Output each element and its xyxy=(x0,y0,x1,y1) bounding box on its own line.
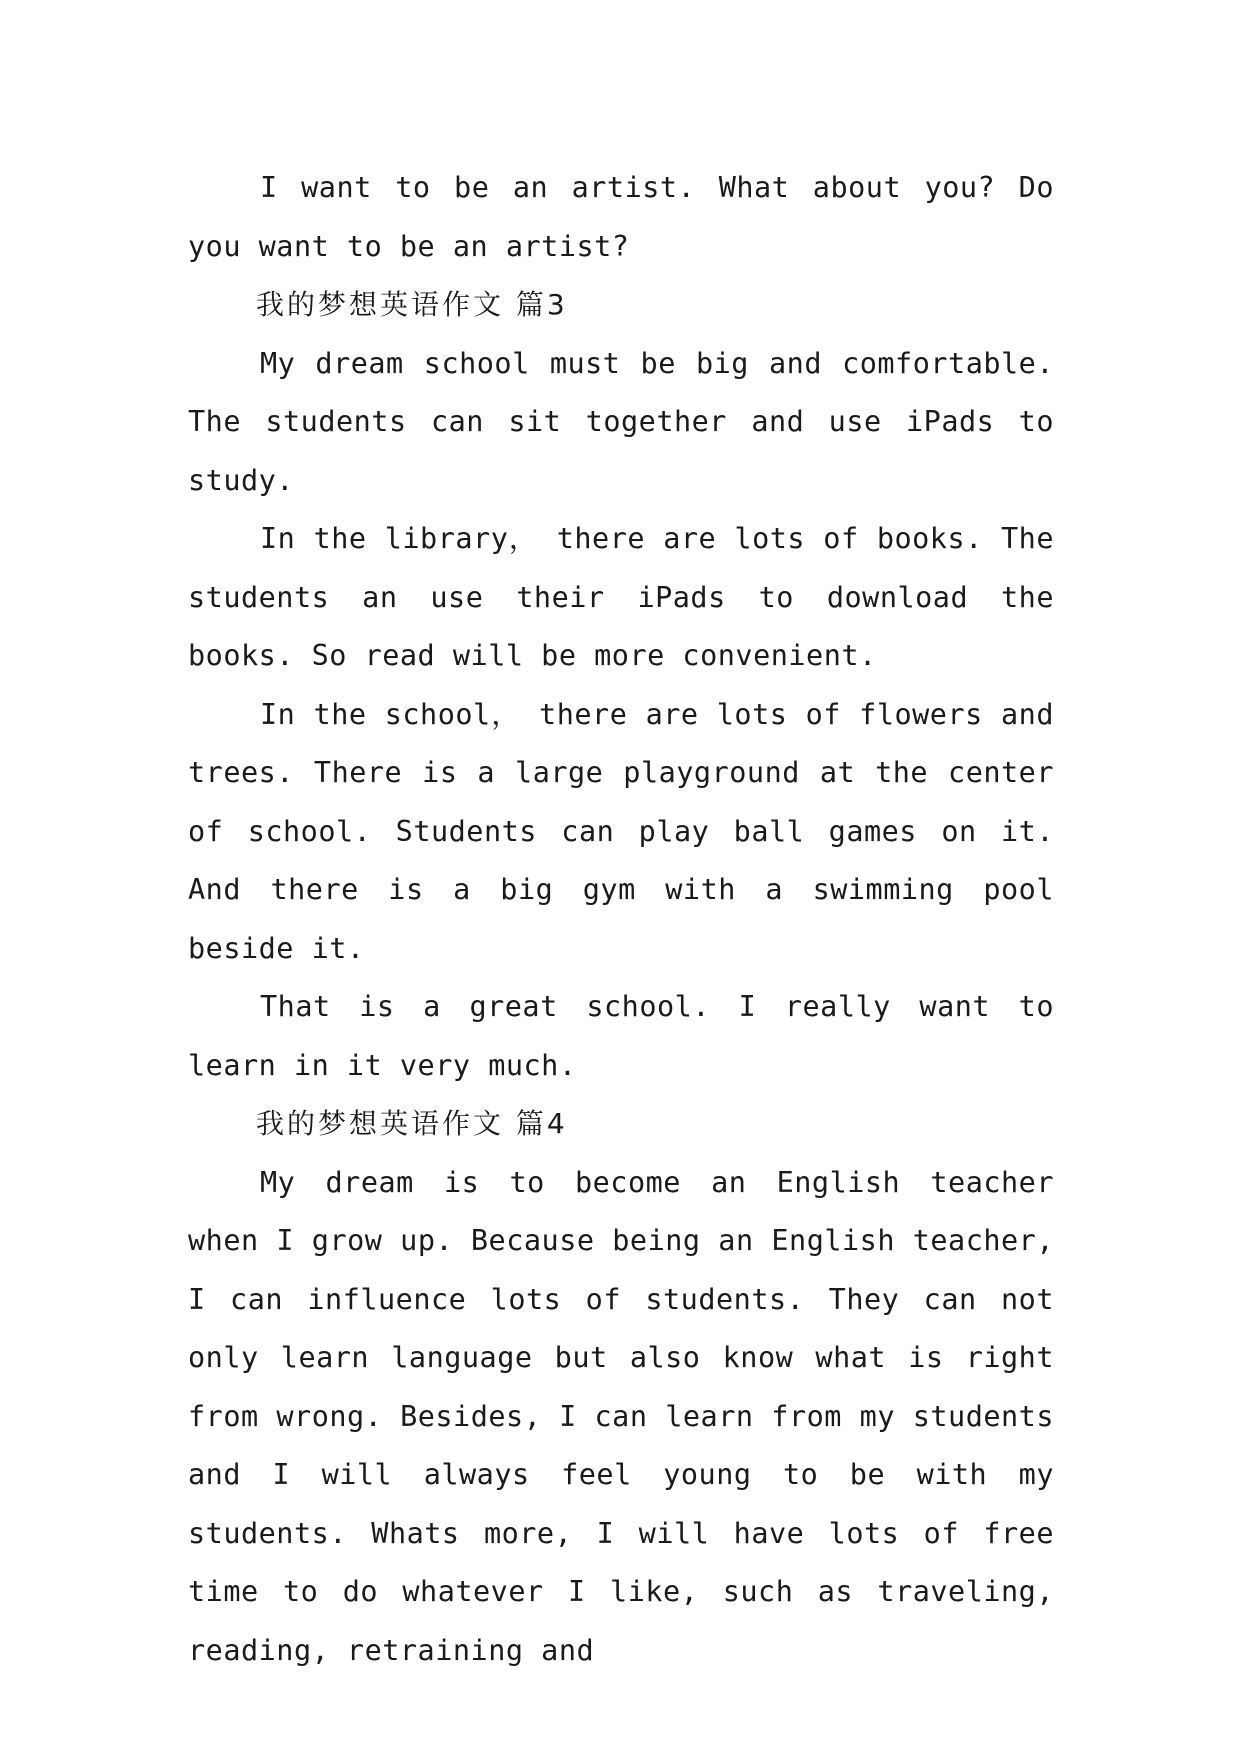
paragraph-dream-school: My dream school must be big and comfortable. The students can sit together and use iPads to study. xyxy=(188,346,1054,497)
essay-heading-4: 我的梦想英语作文 篇4 xyxy=(256,1107,568,1140)
paragraph-artist: I want to be an artist. What about you? Do you want to be an artist? xyxy=(188,171,1054,263)
essay-heading-3: 我的梦想英语作文 篇3 xyxy=(256,288,568,321)
paragraph-english-teacher: My dream is to become an English teacher when I grow up. Because being an English teacher, I can influence lots of students. They can not only learn language but also know what is right from wrong. Besides, I can learn from my students and I will always feel young to be with my students. Whats more, I will have lots of free time to do whatever I like, such as traveling, reading, retraining and xyxy=(188,1165,1054,1667)
paragraph-library: In the library， there are lots of books. The students an use their iPads to download the books. So read will be more convenient. xyxy=(188,522,1054,672)
paragraph-great-school: That is a great school. I really want to learn in it very much. xyxy=(188,990,1054,1082)
document-page xyxy=(188,159,1054,1680)
paragraph-school-grounds: In the school， there are lots of flowers and trees. There is a large playground at the center of school. Students can play ball games on it. And there is a big gym with a swimming pool beside it. xyxy=(188,697,1054,965)
